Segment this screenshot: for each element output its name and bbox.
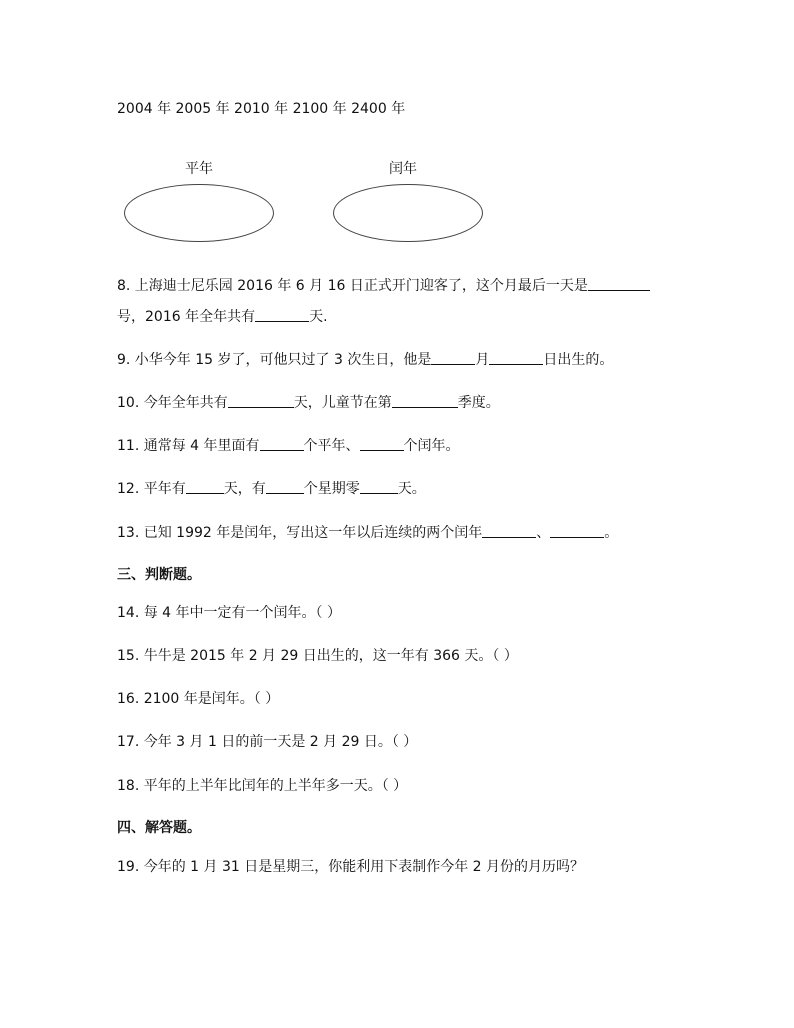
q11-text-2: 个平年、	[303, 438, 360, 454]
question-8-line2	[117, 307, 328, 327]
q9-text-2: 月	[475, 352, 490, 368]
q8-text-1: 8. 上海迪士尼乐园 2016 年 6 月 16 日正式开门迎客了，这个月最后一天是	[117, 278, 588, 294]
section-3-heading: 三、判断题。	[117, 567, 201, 583]
question-12	[117, 479, 426, 499]
question-13	[117, 523, 618, 543]
q13-text-3: 。	[604, 525, 619, 541]
common-year-label: 平年	[185, 161, 213, 177]
q11-blank-leap[interactable]	[360, 436, 404, 451]
q10-blank-days[interactable]	[228, 393, 294, 408]
q10-text-1: 10. 今年全年共有	[117, 395, 228, 411]
leap-year-set-ellipse	[333, 184, 483, 242]
q12-blank-weeks[interactable]	[266, 479, 304, 494]
q13-blank-2[interactable]	[550, 523, 604, 538]
section-4-heading: 四、解答题。	[117, 820, 201, 836]
q11-text-3: 个闰年。	[403, 438, 460, 454]
q11-blank-common[interactable]	[260, 436, 304, 451]
q8-text-3: 天.	[309, 309, 328, 325]
question-10	[117, 393, 500, 413]
question-19: 19. 今年的 1 月 31 日是星期三，你能利用下表制作今年 2 月份的月历吗？	[117, 859, 585, 875]
question-8-line1	[117, 276, 650, 296]
question-16: 16. 2100 年是闰年。（ ）	[117, 691, 280, 707]
q12-text-2: 天，有	[223, 481, 266, 497]
leap-year-label: 闰年	[389, 161, 417, 177]
q9-text-1: 9. 小华今年 15 岁了，可他只过了 3 次生日，他是	[117, 352, 432, 368]
q10-text-3: 季度。	[457, 395, 500, 411]
question-11	[117, 436, 460, 456]
q13-text-2: 、	[536, 525, 551, 541]
q12-text-1: 12. 平年有	[117, 481, 186, 497]
q8-blank-1[interactable]	[588, 276, 650, 291]
question-15: 15. 牛牛是 2015 年 2 月 29 日出生的，这一年有 366 天。（ ）	[117, 648, 518, 664]
q13-text-1: 13. 已知 1992 年是闰年，写出这一年以后连续的两个闰年	[117, 525, 483, 541]
question-14: 14. 每 4 年中一定有一个闰年。（ ）	[117, 605, 341, 621]
q11-text-1: 11. 通常每 4 年里面有	[117, 438, 260, 454]
question-17: 17. 今年 3 月 1 日的前一天是 2 月 29 日。（ ）	[117, 734, 418, 750]
question-18: 18. 平年的上半年比闰年的上半年多一天。（ ）	[117, 778, 408, 794]
q13-blank-1[interactable]	[482, 523, 536, 538]
q12-text-4: 天。	[397, 481, 426, 497]
q9-text-3: 日出生的。	[543, 352, 614, 368]
q12-text-3: 个星期零	[303, 481, 360, 497]
q12-blank-extra-days[interactable]	[360, 479, 398, 494]
q10-text-2: 天，儿童节在第	[293, 395, 392, 411]
year-list: 2004 年 2005 年 2010 年 2100 年 2400 年	[117, 101, 406, 117]
q8-blank-2[interactable]	[255, 307, 309, 322]
q10-blank-quarter[interactable]	[392, 393, 458, 408]
q12-blank-days[interactable]	[186, 479, 224, 494]
q8-text-2: 号，2016 年全年共有	[117, 309, 256, 325]
common-year-set-ellipse	[124, 184, 274, 242]
q9-blank-month[interactable]	[431, 350, 475, 365]
question-9	[117, 350, 613, 370]
q9-blank-day[interactable]	[489, 350, 543, 365]
